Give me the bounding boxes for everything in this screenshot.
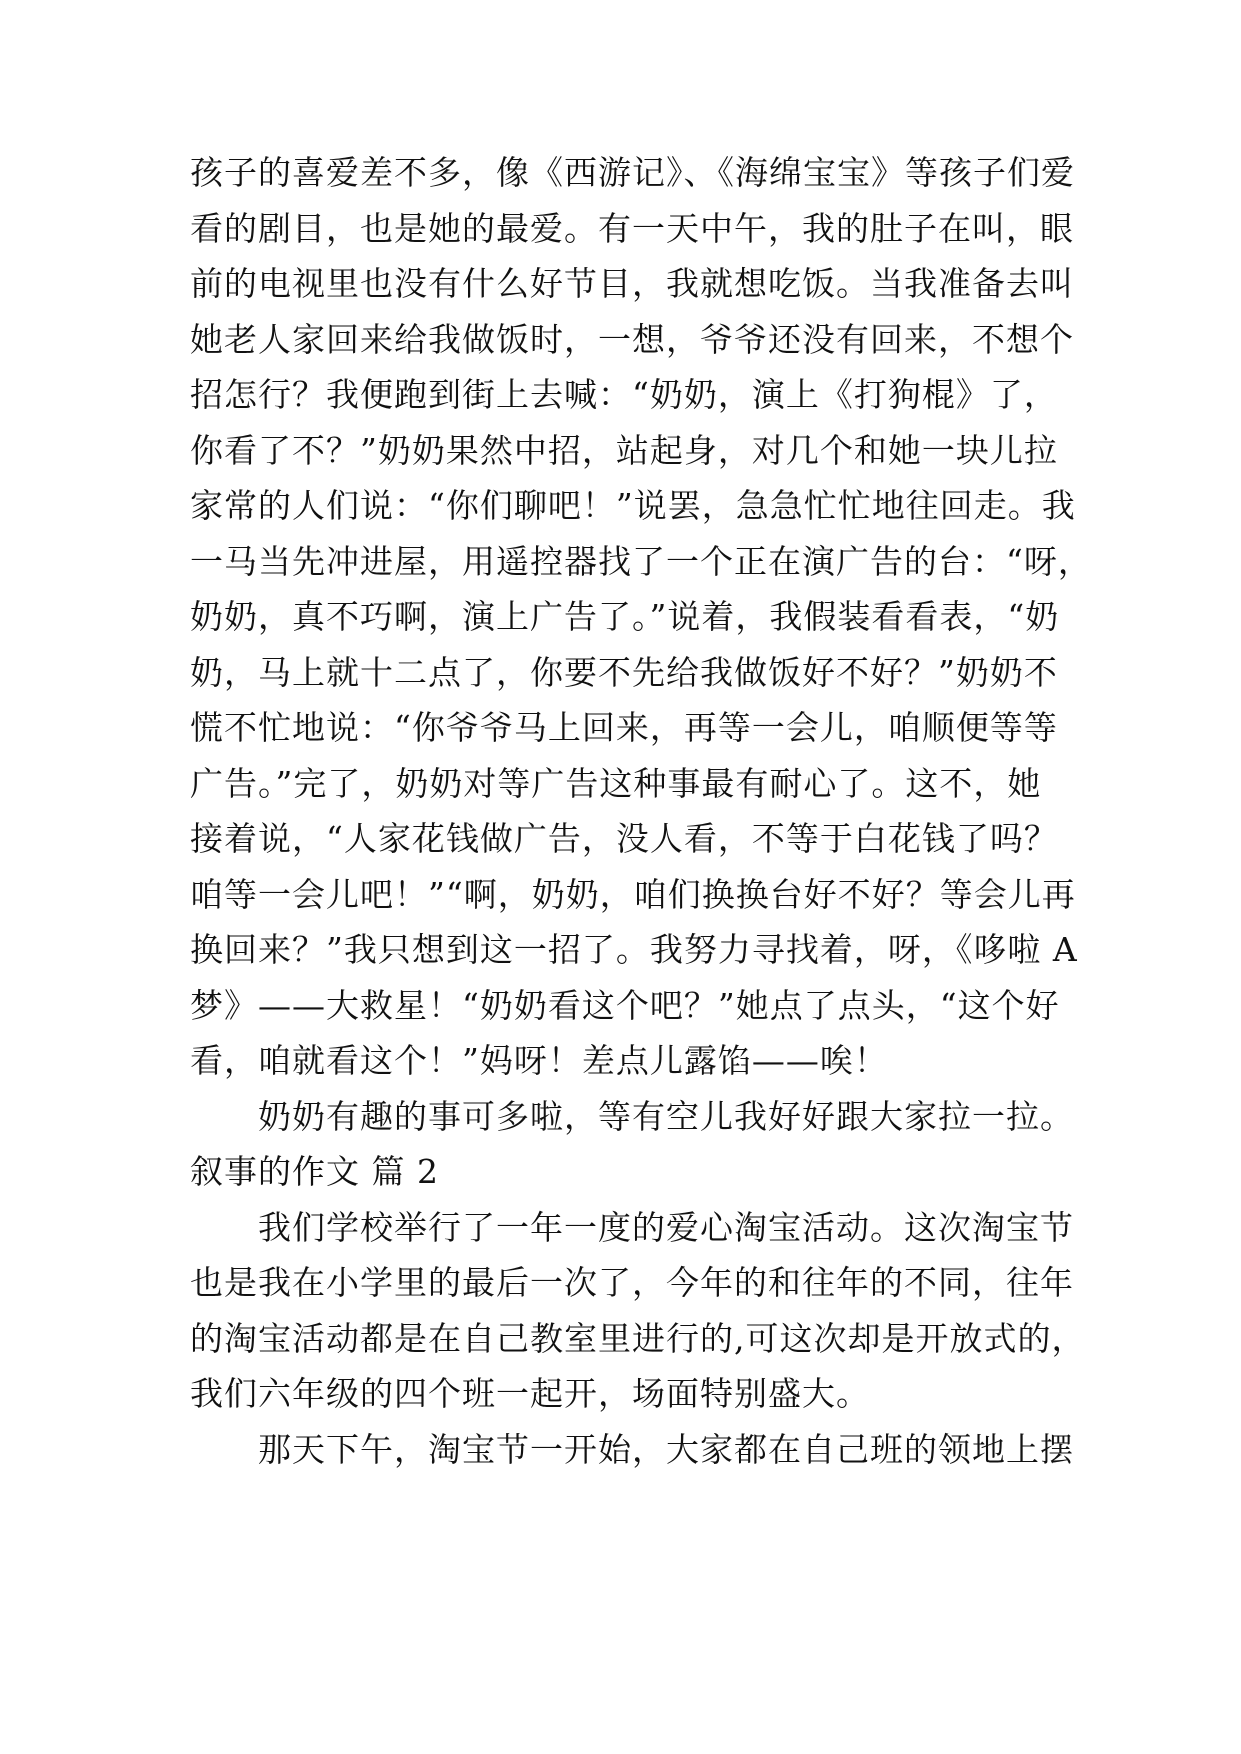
text-line: 我们六年级的四个班一起开，场面特别盛大。 <box>190 1374 870 1413</box>
text-line: 梦》——大救星！“奶奶看这个吧？”她点了点头，“这个好 <box>190 986 1060 1025</box>
text-line: 奶奶，真不巧啊，演上广告了。”说着，我假装看看表，“奶 <box>190 597 1060 636</box>
text-line: 一马当先冲进屋，用遥控器找了一个正在演广告的台：“呀， <box>190 542 1092 581</box>
text-line: 你看了不？”奶奶果然中招，站起身，对几个和她一块儿拉 <box>190 431 1058 470</box>
section-heading: 叙事的作文 篇 2 <box>190 1152 439 1191</box>
paragraph-first-line: 我们学校举行了一年一度的爱心淘宝活动。这次淘宝节 <box>258 1208 1074 1247</box>
text-line: 家常的人们说：“你们聊吧！”说罢，急急忙忙地往回走。我 <box>190 486 1076 525</box>
text-line: 她老人家回来给我做饭时，一想，爷爷还没有回来，不想个 <box>190 320 1074 359</box>
text-line: 奶，马上就十二点了，你要不先给我做饭好不好？”奶奶不 <box>190 653 1058 692</box>
text-line: 咱等一会儿吧！”“啊，奶奶，咱们换换台好不好？等会儿再 <box>190 875 1076 914</box>
text-line: 孩子的喜爱差不多，像《西游记》、《海绵宝宝》等孩子们爱 <box>190 153 1075 192</box>
text-line: 慌不忙地说：“你爷爷马上回来，再等一会儿，咱顺便等等 <box>190 708 1058 747</box>
text-line: 看的剧目，也是她的最爱。有一天中午，我的肚子在叫，眼 <box>190 209 1074 248</box>
text-line: 前的电视里也没有什么好节目，我就想吃饭。当我准备去叫 <box>190 264 1074 303</box>
text-line: 的淘宝活动都是在自己教室里进行的,可这次却是开放式的， <box>190 1319 1086 1358</box>
text-line: 接着说，“人家花钱做广告，没人看，不等于白花钱了吗？ <box>190 819 1058 858</box>
text-line: 换回来？”我只想到这一招了。我努力寻找着，呀，《哆啦 A <box>190 930 1078 969</box>
text-line: 招怎行？我便跑到街上去喊：“奶奶，演上《打狗棍》了， <box>190 375 1058 414</box>
paragraph-first-line: 那天下午，淘宝节一开始，大家都在自己班的领地上摆 <box>258 1430 1074 1469</box>
text-line: 看，咱就看这个！”妈呀！差点儿露馅——唉！ <box>190 1041 888 1080</box>
text-line: 也是我在小学里的最后一次了，今年的和往年的不同，往年 <box>190 1263 1074 1302</box>
text-line: 广告。”完了，奶奶对等广告这种事最有耐心了。这不，她 <box>190 764 1042 803</box>
paragraph-first-line: 奶奶有趣的事可多啦，等有空儿我好好跟大家拉一拉。 <box>258 1097 1074 1136</box>
